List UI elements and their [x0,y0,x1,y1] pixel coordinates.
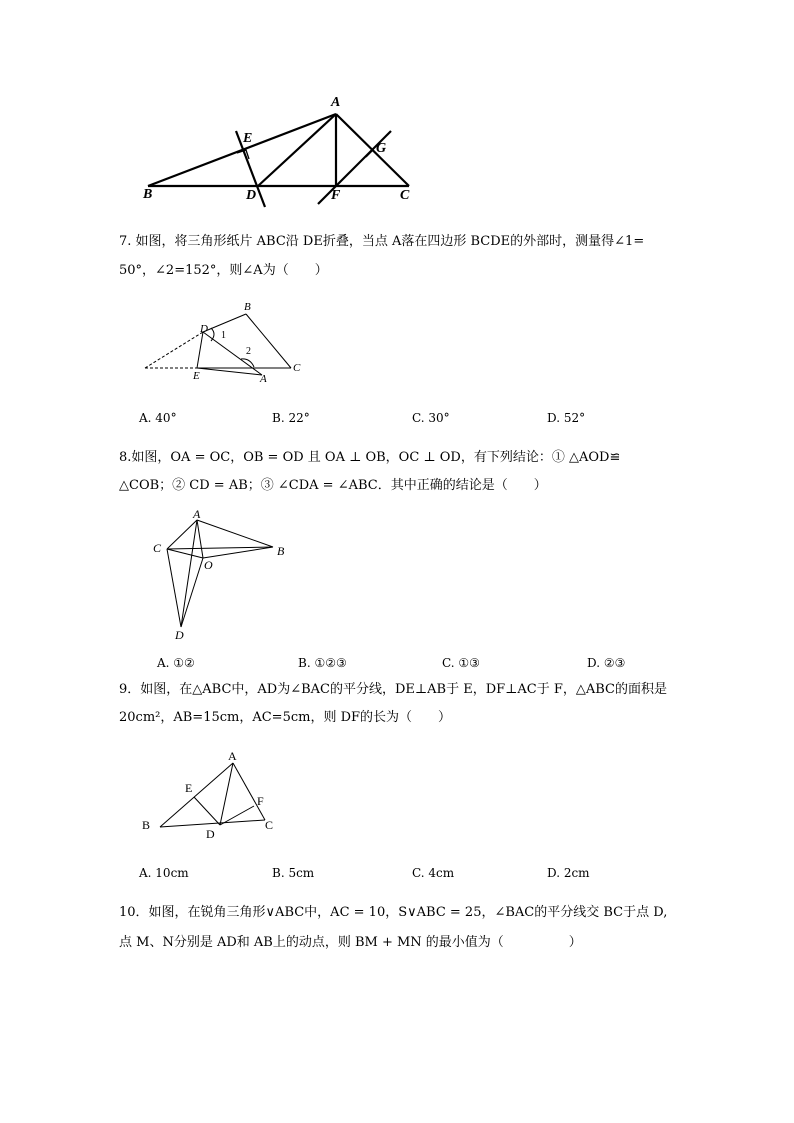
fig7-label-C: C [293,362,301,374]
fig6-label-F: F [331,188,341,203]
fig6-label-C: C [400,188,410,203]
fig8-label-B: B [277,544,285,558]
q8-text-line2: △COB；② CD = AB；③ ∠CDA = ∠ABC．其中正确的结论是（ ） [119,478,547,493]
fig7-label-angle2: 2 [246,346,251,357]
q8-text-line1: 8.如图，OA = OC，OB = OD 且 OA ⊥ OB，OC ⊥ OD，有下列结论：① △AOD≌ [119,450,621,465]
fig9-label-A: A [228,749,237,763]
fig7-label-angle1: 1 [221,330,226,341]
fig7-label-D: D [200,323,208,335]
fig9-label-B: B [142,818,151,832]
q9-option-c: C. 4cm [412,866,455,880]
fig9-label-C: C [265,818,274,832]
q10-text-line1: 10．如图，在锐角三角形∨ABC中，AC = 10，S∨ABC = 25，∠BAC的平分线交 BC于点 D, [119,905,668,920]
figure-q8 [167,520,273,627]
q10-text-line2: 点 M、N分别是 AD和 AB上的动点，则 BM + MN 的最小值为（ ） [119,935,582,950]
q8-option-a: A. ①② [157,656,195,670]
q9-option-d: D. 2cm [547,866,590,880]
q7-text-line1: 7. 如图，将三角形纸片 ABC沿 DE折叠，当点 A落在四边形 BCDE的外部时，测量得∠1= [119,234,645,249]
fig9-label-E: E [185,781,193,795]
fig7-label-B: B [244,301,251,313]
q7-option-a: A. 40° [139,411,177,425]
fig6-label-G: G [376,141,387,156]
fig8-label-A: A [193,507,201,521]
fig6-label-D: D [246,188,257,203]
q9-option-a: A. 10cm [139,866,189,880]
q7-option-d: D. 52° [547,411,586,425]
fig9-label-D: D [206,827,215,841]
q8-option-c: C. ①③ [442,656,480,670]
q7-option-b: B. 22° [272,411,310,425]
figure-q6 [148,114,409,207]
fig8-label-D: D [175,628,184,642]
fig6-label-E: E [243,131,253,146]
fig6-label-A: A [331,95,341,110]
q9-text-line2: 20cm²，AB=15cm，AC=5cm，则 DF的长为（ ） [119,710,452,725]
q7-text-line2: 50°，∠2=152°，则∠A为（ ） [119,263,328,278]
q7-option-c: C. 30° [412,411,450,425]
fig8-label-O: O [204,558,213,572]
fig7-label-A: A [260,373,267,385]
fig8-label-C: C [153,541,162,555]
q8-option-b: B. ①②③ [298,656,347,670]
q9-option-b: B. 5cm [272,866,315,880]
figure-q9 [160,763,265,827]
fig7-label-E: E [193,370,200,382]
fig9-label-F: F [257,794,264,808]
q8-option-d: D. ②③ [587,656,626,670]
fig6-label-B: B [143,187,153,202]
q9-text-line1: 9．如图，在△ABC中，AD为∠BAC的平分线，DE⊥AB于 E，DF⊥AC于 F，△ABC的面积是 [119,682,667,697]
figure-q7 [145,314,291,375]
